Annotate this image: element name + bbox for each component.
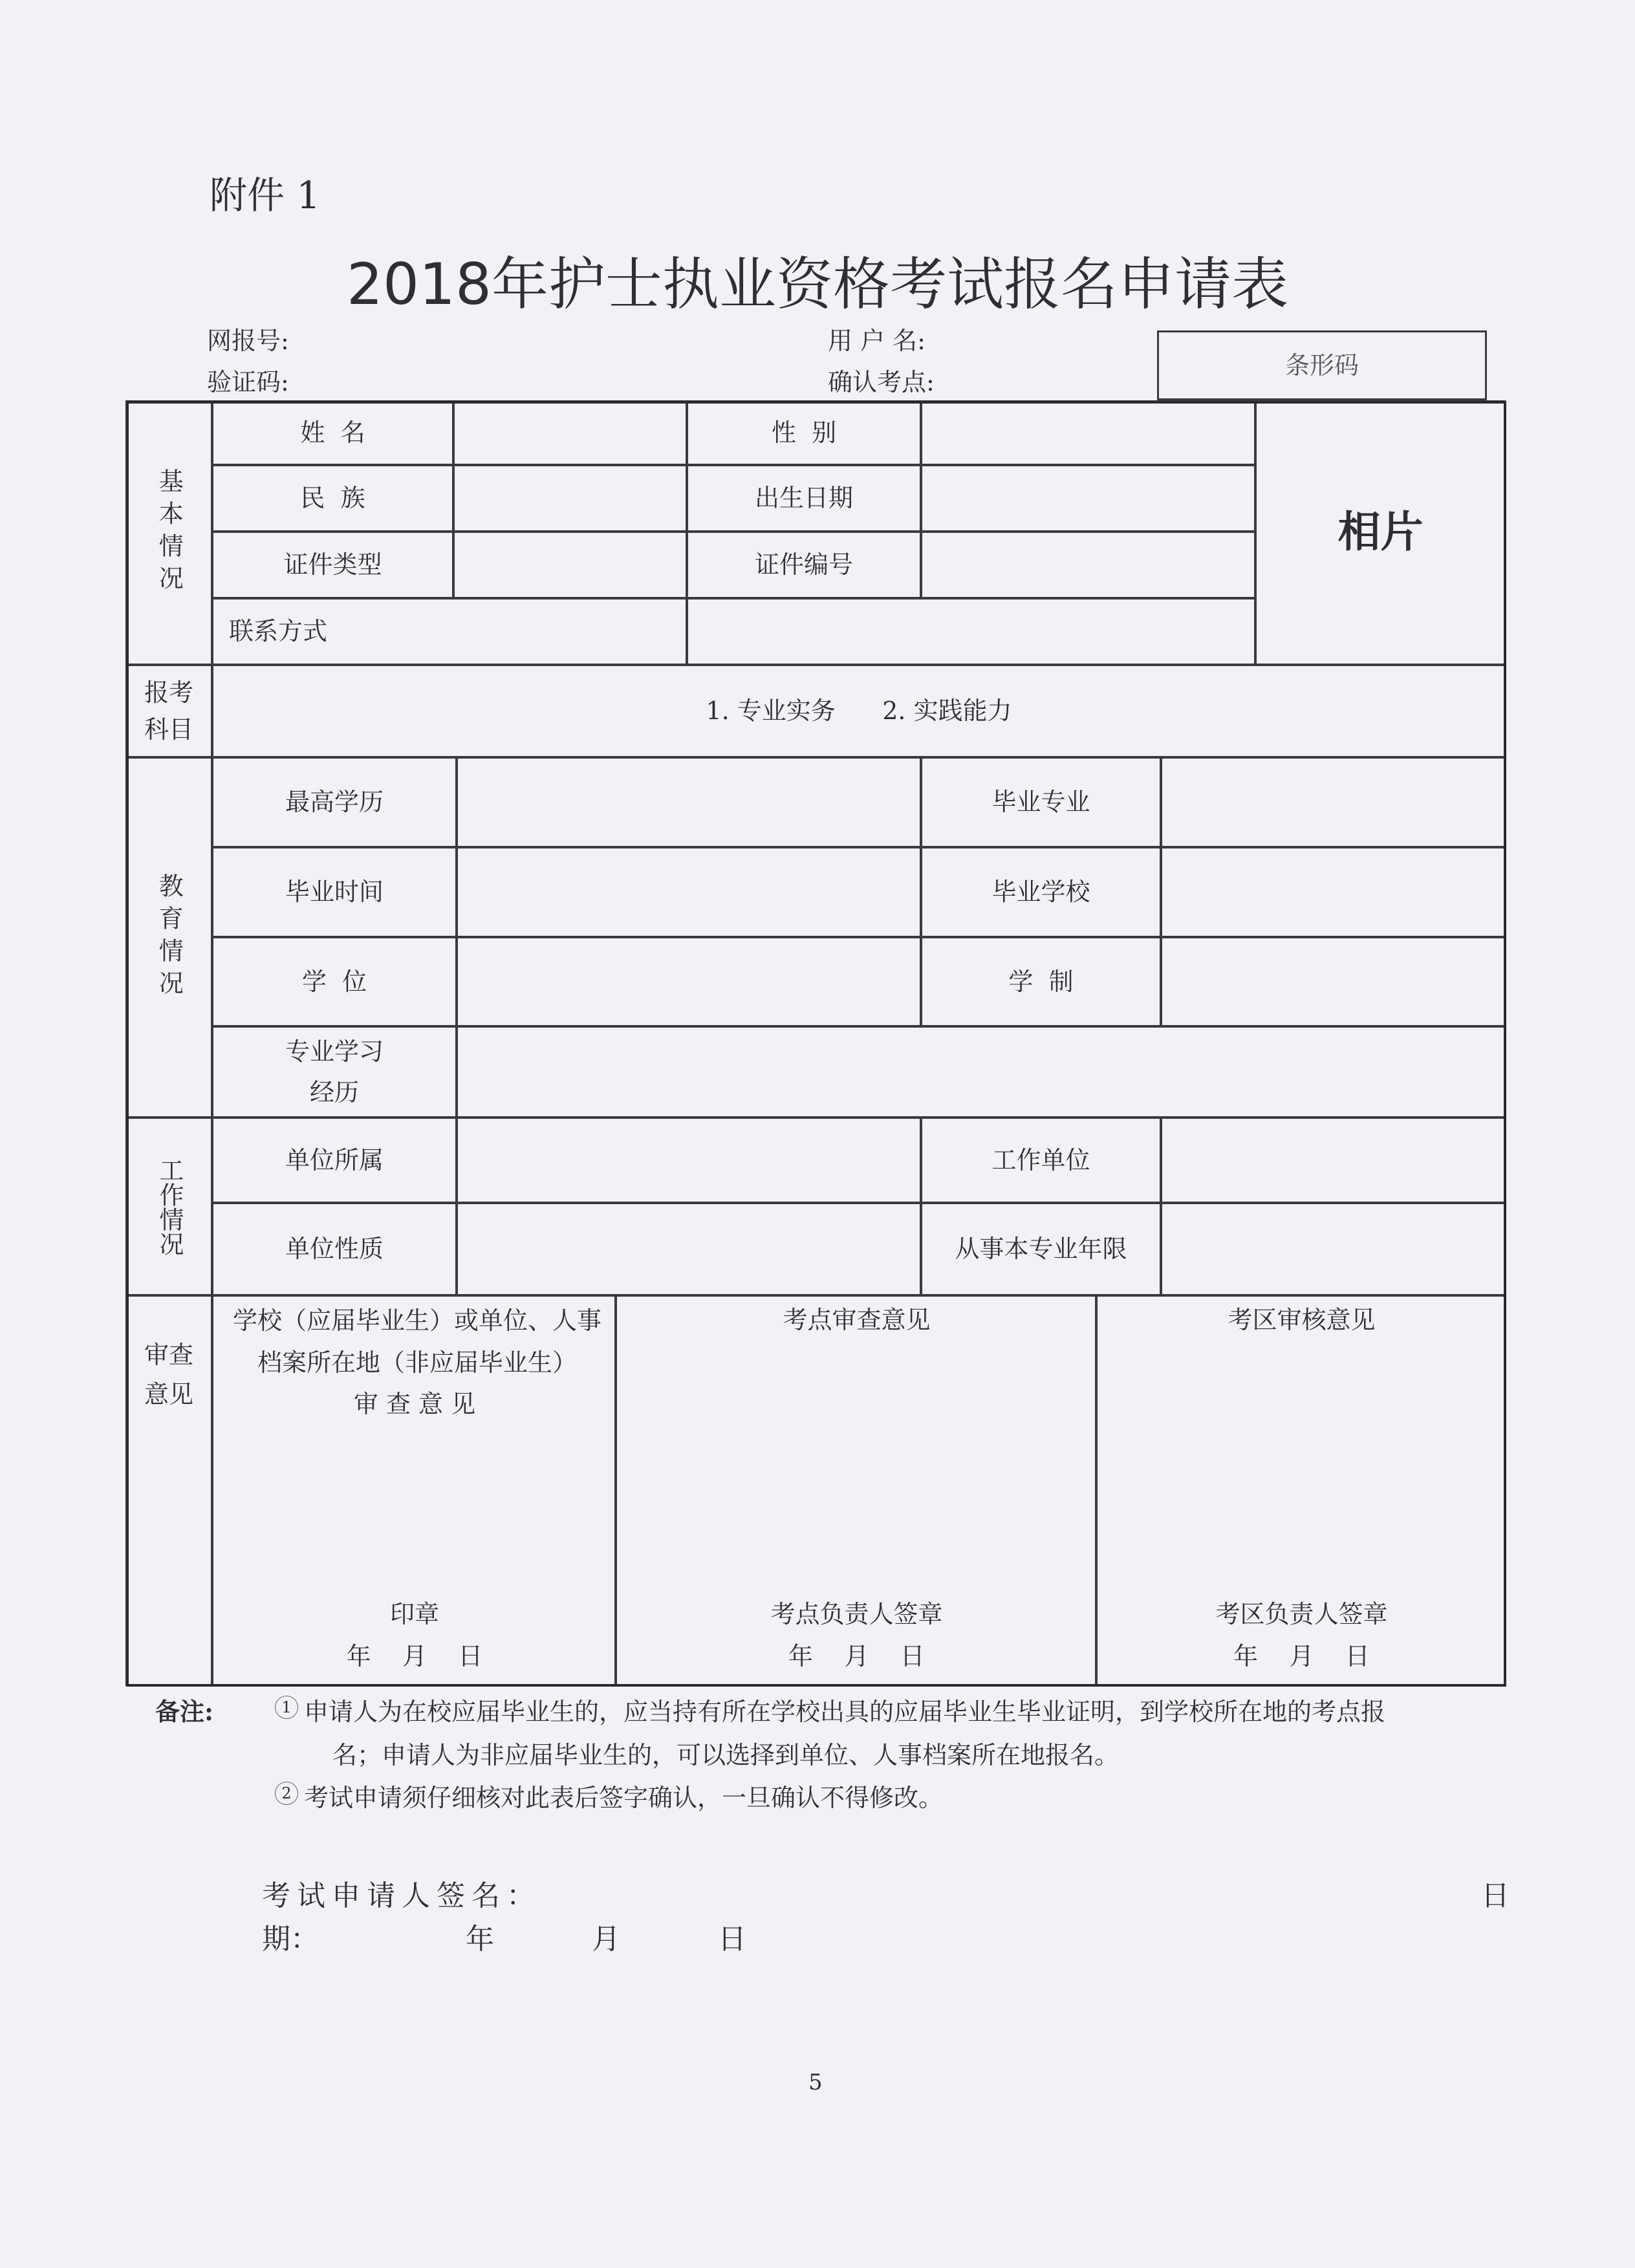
- review-site-sign: 考点负责人签章: [770, 1600, 943, 1628]
- review-site-date: 年 月 日: [788, 1642, 925, 1670]
- label-birth-date: 出生日期: [687, 465, 921, 532]
- photo-box: 相片: [1255, 400, 1506, 665]
- name-field[interactable]: [453, 400, 687, 465]
- study-history-field[interactable]: [457, 1026, 1506, 1118]
- id-type-field[interactable]: [453, 532, 687, 598]
- note-1-line-1: 申请人为在校应届毕业生的，应当持有所在学校出具的应届毕业生毕业证明，到学校所在地的考点报: [304, 1698, 1386, 1726]
- unit-nature-field[interactable]: [457, 1203, 921, 1295]
- review-school-date: 年 月 日: [346, 1642, 483, 1670]
- affiliation-field[interactable]: [457, 1118, 921, 1203]
- attachment-label: 附件 1: [210, 173, 321, 217]
- degree-field[interactable]: [457, 937, 921, 1026]
- confirm-site-label: 确认考点:: [828, 368, 935, 396]
- note-2-marker: 2: [275, 1782, 298, 1805]
- label-years: 从事本专业年限: [921, 1203, 1161, 1295]
- label-id-number: 证件编号: [687, 532, 921, 598]
- label-gender: 性 别: [687, 400, 921, 465]
- school-field[interactable]: [1161, 847, 1506, 937]
- employer-field[interactable]: [1161, 1118, 1506, 1203]
- length-field[interactable]: [1161, 937, 1506, 1026]
- username-label: 用 户 名:: [828, 327, 926, 355]
- label-affiliation: 单位所属: [212, 1118, 457, 1203]
- major-field[interactable]: [1161, 757, 1506, 847]
- label-unit-nature: 单位性质: [212, 1203, 457, 1295]
- page-title: 2018年护士执业资格考试报名申请表: [347, 251, 1288, 318]
- review-district-sign: 考区负责人签章: [1215, 1600, 1388, 1628]
- review-school-seal: 印章: [389, 1600, 439, 1628]
- review-school-title: 学校（应届毕业生）或单位、人事档案所在地（非应届毕业生）: [232, 1306, 601, 1377]
- ethnicity-field[interactable]: [453, 465, 687, 532]
- notes-label: 备注:: [155, 1697, 214, 1726]
- web-id-label: 网报号:: [207, 327, 289, 355]
- review-site-title: 考点审查意见: [783, 1306, 931, 1334]
- signature-label: 考试申请人签名：: [262, 1879, 541, 1912]
- note-1-line-2: 名；申请人为非应届毕业生的，可以选择到单位、人事档案所在地报名。: [332, 1741, 1120, 1769]
- label-contact: 联系方式: [212, 598, 687, 665]
- signature-date-ri: 日: [1481, 1879, 1510, 1912]
- review-district-date: 年 月 日: [1233, 1642, 1370, 1670]
- note-2: 考试申请须仔细核对此表后签字确认，一旦确认不得修改。: [304, 1784, 944, 1812]
- gender-field[interactable]: [921, 400, 1255, 465]
- subject-options[interactable]: 1. 专业实务 2. 实践能力: [212, 665, 1506, 757]
- id-number-field[interactable]: [921, 532, 1255, 598]
- page-number: 5: [808, 2069, 823, 2095]
- signature-month: 月: [592, 1923, 620, 1956]
- label-major: 毕业专业: [921, 757, 1161, 847]
- review-school-sub: 审 查 意 见: [353, 1390, 476, 1418]
- verify-code-label: 验证码:: [207, 368, 289, 396]
- label-id-type: 证件类型: [212, 532, 453, 598]
- label-study-history: 专业学习经历: [212, 1026, 457, 1118]
- label-school: 毕业学校: [921, 847, 1161, 937]
- birth-date-field[interactable]: [921, 465, 1255, 532]
- highest-degree-field[interactable]: [457, 757, 921, 847]
- grad-time-field[interactable]: [457, 847, 921, 937]
- note-1-marker: 1: [275, 1696, 298, 1719]
- section-education: 教育情况: [125, 757, 212, 1118]
- barcode-box: 条形码: [1157, 330, 1487, 400]
- signature-year: 年: [466, 1923, 494, 1956]
- section-work: 工作情况: [125, 1118, 212, 1295]
- signature-date-qi: 期：: [262, 1923, 319, 1956]
- section-basic: 基本情况: [125, 400, 212, 665]
- section-review: 审查意见: [125, 1295, 212, 1686]
- label-name: 姓 名: [212, 400, 453, 465]
- label-employer: 工作单位: [921, 1118, 1161, 1203]
- contact-field[interactable]: [687, 598, 1255, 665]
- label-ethnicity: 民 族: [212, 465, 453, 532]
- label-degree: 学 位: [212, 937, 457, 1026]
- label-grad-time: 毕业时间: [212, 847, 457, 937]
- review-district-title: 考区审核意见: [1228, 1306, 1376, 1334]
- label-highest-degree: 最高学历: [212, 757, 457, 847]
- label-length: 学 制: [921, 937, 1161, 1026]
- signature-day: 日: [718, 1923, 746, 1956]
- years-field[interactable]: [1161, 1203, 1506, 1295]
- section-subjects: 报考科目: [125, 665, 212, 757]
